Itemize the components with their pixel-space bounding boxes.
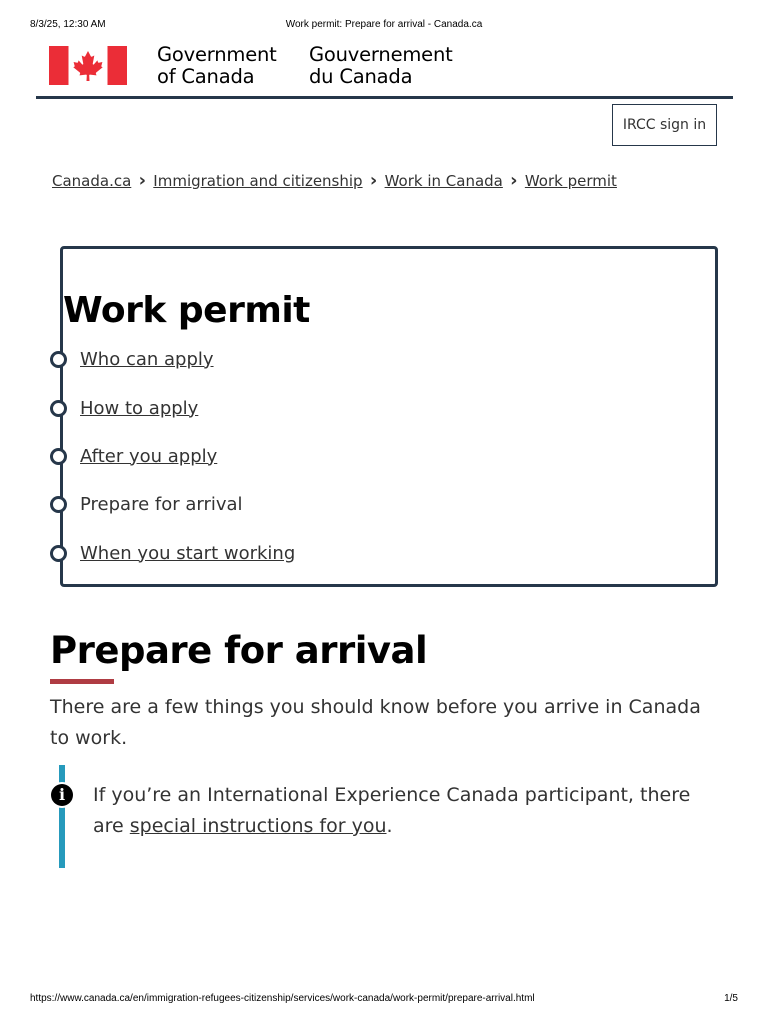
step-item-who-can-apply [50, 346, 214, 372]
print-datetime: 8/3/25, 12:30 AM [30, 19, 106, 30]
step-link-after-you-apply[interactable]: After you apply [80, 445, 218, 467]
print-url: https://www.canada.ca/en/immigration-refugees-citizenship/services/work-canada/work-permit/prepare-arrival.html [30, 993, 535, 1004]
header-divider [36, 96, 733, 99]
wordmark-en-line1: Government [157, 43, 277, 66]
breadcrumb-item-work-permit[interactable]: Work permit [524, 172, 617, 190]
chevron-right-icon [503, 171, 525, 192]
print-footer [0, 993, 768, 1007]
breadcrumb-item-work-in-canada[interactable]: Work in Canada [384, 172, 503, 190]
step-link-when-you-start-working[interactable]: When you start working [80, 542, 296, 564]
wordmark-en-line2: of Canada [157, 65, 255, 88]
step-circle-icon [50, 351, 67, 368]
special-instructions-link[interactable]: special instructions for you [129, 815, 387, 837]
breadcrumb [52, 171, 617, 191]
step-nav-title: Work permit [63, 290, 310, 331]
step-circle-icon [50, 448, 67, 465]
step-link-who-can-apply[interactable]: Who can apply [80, 348, 214, 370]
step-item-when-you-start-working [50, 540, 295, 566]
breadcrumb-item-immigration[interactable]: Immigration and citizenship [153, 172, 363, 190]
page-title: Prepare for arrival [50, 629, 428, 672]
wordmark-fr-line1: Gouvernement [309, 43, 453, 66]
print-header [0, 19, 768, 33]
chevron-right-icon [363, 171, 385, 192]
chevron-right-icon [131, 171, 153, 192]
wordmark-french [309, 44, 453, 88]
ircc-signin-button[interactable]: IRCC sign in [612, 104, 717, 146]
title-underline [50, 679, 114, 684]
step-item-prepare-for-arrival [50, 491, 243, 517]
step-circle-icon [50, 400, 67, 417]
print-doc-title: Work permit: Prepare for arrival - Canada.ca [285, 19, 483, 30]
step-item-after-you-apply [50, 443, 217, 469]
info-alert-text [93, 780, 713, 842]
alert-text-before: If you’re an International Experience Canada participant, there are [93, 784, 691, 837]
alert-text-after: . [386, 815, 393, 837]
info-alert-icon-wrap [49, 782, 75, 808]
canada-flag-icon[interactable] [49, 46, 127, 85]
step-circle-icon [50, 496, 67, 513]
wordmark-english [157, 44, 277, 88]
step-circle-icon [50, 545, 67, 562]
step-current-prepare-for-arrival: Prepare for arrival [80, 493, 243, 515]
step-item-how-to-apply [50, 395, 198, 421]
print-page-indicator: 1/5 [724, 993, 738, 1004]
breadcrumb-item-canada[interactable]: Canada.ca [52, 172, 132, 190]
info-icon: i [51, 784, 73, 806]
info-alert-bar [59, 765, 65, 868]
wordmark-fr-line2: du Canada [309, 65, 413, 88]
step-link-how-to-apply[interactable]: How to apply [80, 397, 199, 419]
intro-paragraph: There are a few things you should know before you arrive in Canada to work. [50, 696, 701, 749]
